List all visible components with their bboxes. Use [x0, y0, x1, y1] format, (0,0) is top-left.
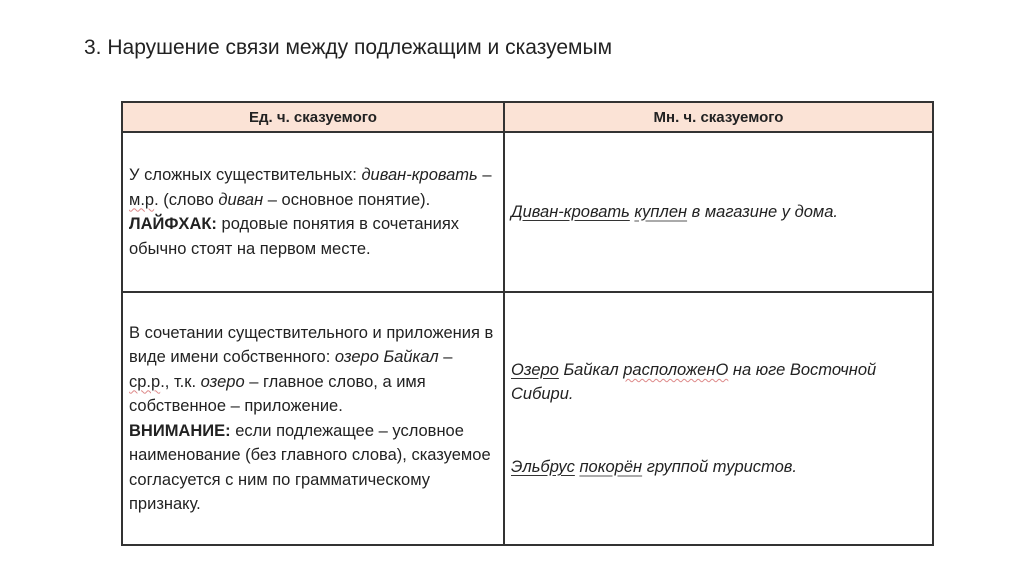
- table-row: [122, 132, 933, 292]
- text: на юге Восточной Сибири.: [511, 360, 877, 404]
- text: В сочетании существительного и приложения в виде имени собственного:: [129, 323, 494, 366]
- text: в магазине у дома.: [687, 202, 839, 221]
- text: . (слово: [154, 190, 219, 209]
- italic-term: диван-кровать: [361, 166, 478, 184]
- rule-cell: [122, 132, 504, 292]
- bold-label: ВНИМАНИЕ:: [129, 421, 231, 440]
- text: У сложных существительных:: [129, 166, 362, 184]
- text: – главное слово, а имя собственное – приложение.: [129, 372, 426, 415]
- predicate: куплен: [634, 202, 688, 221]
- bold-label: ЛАЙФХАК:: [129, 215, 217, 233]
- table-row: [122, 292, 933, 545]
- example-cell: [504, 292, 933, 545]
- italic-term: диван: [218, 190, 264, 209]
- rules-table: [121, 101, 934, 546]
- subject: Озеро: [511, 360, 559, 379]
- text: – основное понятие).: [263, 190, 431, 209]
- rule-cell: [122, 292, 504, 545]
- example-cell: [504, 132, 933, 292]
- predicate: расположенО: [623, 360, 729, 379]
- text: –: [477, 166, 492, 184]
- italic-term: озеро Байкал: [334, 348, 439, 366]
- subject: Эльбрус: [511, 457, 575, 476]
- header-singular: Ед. ч. сказуемого: [122, 102, 504, 132]
- header-plural: Мн. ч. сказуемого: [504, 102, 933, 132]
- text: если подлежащее – условное наименование (без главного слова), сказуемое согласуется с ним по грамматическому признаку.: [129, 421, 491, 513]
- text: ., т.к.: [160, 372, 201, 391]
- table-header-row: [122, 102, 933, 132]
- slide-title: 3. Нарушение связи между подлежащим и сказуемым: [84, 36, 613, 59]
- text: Байкал: [558, 360, 624, 379]
- text: –: [438, 348, 453, 366]
- predicate: покорён: [579, 457, 643, 476]
- italic-term: озеро: [200, 372, 245, 391]
- text: группой туристов.: [642, 457, 797, 476]
- text: родовые понятия в сочетаниях обычно стоят на первом месте.: [129, 215, 460, 258]
- abbreviation: м.р: [129, 190, 155, 209]
- abbreviation: ср.р: [129, 372, 161, 391]
- subject: Диван-кровать: [511, 202, 630, 221]
